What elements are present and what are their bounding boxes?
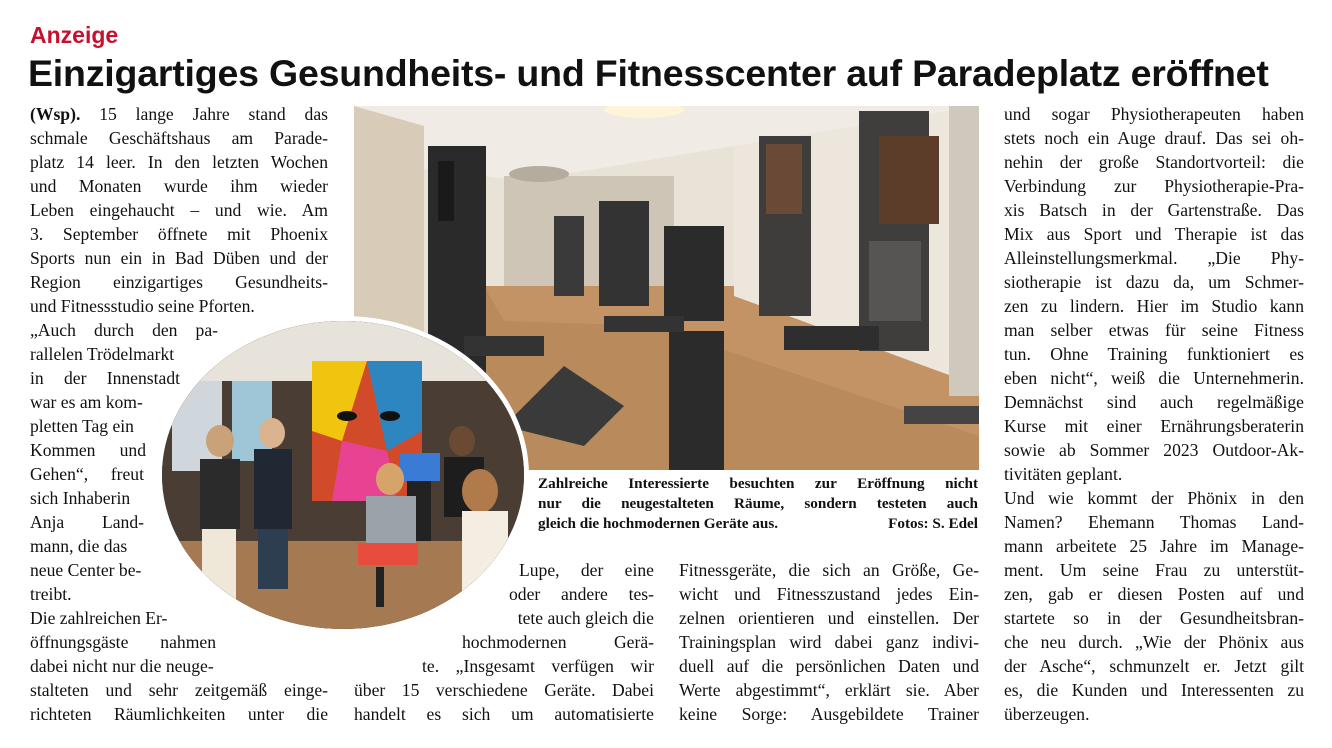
- headline: Einzigartiges Gesundheits- und Fitnesscenter auf Paradeplatz eröffnet: [28, 52, 1269, 94]
- text-line: in der Innenstadt: [30, 368, 180, 388]
- caption-line: Zahlreiche Interessierte besuchten zur Eröffnung nicht: [538, 475, 978, 492]
- text-line: und Fitnessstudio seine Pforten.: [30, 296, 255, 316]
- photo-credit: Fotos: S. Edel: [888, 515, 978, 532]
- text-line: xis Batsch in der Gartenstraße. Das: [1004, 200, 1304, 220]
- text-line: und sogar Physiotherapeuten haben: [1004, 104, 1304, 124]
- text-line: pletten Tag ein: [30, 416, 134, 436]
- text-line: über 15 verschiedene Geräte. Dabei: [354, 680, 654, 700]
- text-line: es, die Kunden und Interessenten zu: [1004, 680, 1304, 700]
- text-line: mann, die das: [30, 536, 128, 556]
- text-line: platz 14 leer. In den letzten Wochen: [30, 152, 328, 172]
- text-line: Werte abgestimmt“, erklärt sie. Aber: [679, 680, 979, 700]
- text-line: zen, gab er diesen Posten auf und: [1004, 584, 1304, 604]
- text-line: zelnen orientieren und einstellen. Der: [679, 608, 979, 628]
- text-line: dabei nicht nur die neuge-: [30, 656, 214, 676]
- text-line: überzeugen.: [1004, 704, 1090, 724]
- text-line: keine Sorge: Ausgebildete Trainer: [679, 704, 979, 724]
- text-line: Region einzigartiges Gesundheits-: [30, 272, 328, 292]
- text-line: che neu durch. „Wie der Phönix aus: [1004, 632, 1304, 652]
- text-line: neue Center be-: [30, 560, 142, 580]
- text-line: richteten Räumlichkeiten unter die: [30, 704, 328, 724]
- text-line: eben nicht“, weiß die Unternehmerin.: [1004, 368, 1304, 388]
- text-line: stalteten und sehr zeitgemäß einge-: [30, 680, 328, 700]
- text-line: oder andere tes-: [509, 584, 654, 604]
- text-line: handelt es sich um automatisierte: [354, 704, 654, 724]
- text-line: tete auch gleich die: [517, 608, 654, 628]
- text-line: der Asche“, schmunzelt er. Jetzt gilt: [1004, 656, 1304, 676]
- text-line: Sports nun ein in Bad Düben und der: [30, 248, 328, 268]
- text-line: mann arbeitete 25 Jahre im Manage-: [1004, 536, 1304, 556]
- text-line: [30, 102, 328, 126]
- text-line: Lupe, der eine: [519, 560, 654, 580]
- text-line: wicht und Fitnesszustand jedes Ein-: [679, 584, 979, 604]
- text-line: öffnungsgäste nahmen: [30, 632, 216, 652]
- text-line: nehin der große Standortvorteil: die: [1004, 152, 1304, 172]
- text-line: Und wie kommt der Phönix in den: [1004, 488, 1304, 508]
- text-line: Leben eingehaucht – und wie. Am: [30, 200, 328, 220]
- text-line: stets noch ein Auge drauf. Das sei oh-: [1004, 128, 1304, 148]
- ad-label: Anzeige: [30, 22, 119, 48]
- text-line: und Monaten wurde ihm wieder: [30, 176, 328, 196]
- text-line: tivitäten geplant.: [1004, 464, 1123, 484]
- text-line: Alleinstellungsmerkmal. „Die Phy-: [1004, 248, 1304, 268]
- caption-text: gleich die hochmodernen Geräte aus.: [538, 515, 779, 532]
- text-line: Namen? Ehemann Thomas Land-: [1004, 512, 1304, 532]
- text-line: Demnächst sind auch regelmäßige: [1004, 392, 1304, 412]
- opening-guests-photo: [157, 316, 529, 634]
- text-line: Kurse mit einer Ernährungsberaterin: [1004, 416, 1304, 436]
- text-line-content: 15 lange Jahre stand das: [99, 104, 328, 124]
- text-line: ment. Um seine Frau zu unterstüt-: [1004, 560, 1304, 580]
- caption-line: nur die neugestalteten Räume, sondern testeten auch: [538, 495, 978, 512]
- text-line: te. „Insgesamt verfügen wir: [422, 656, 654, 676]
- text-line: Gehen“, freut: [30, 464, 144, 484]
- text-line: man selber etwas für seine Fitness: [1004, 320, 1304, 340]
- text-line: Trainingsplan wird dabei ganz indivi-: [679, 632, 979, 652]
- text-line: war es am kom-: [30, 392, 143, 412]
- text-line: Anja Land-: [30, 512, 144, 532]
- text-line: Kommen und: [30, 440, 146, 460]
- text-line: „Auch durch den pa-: [30, 320, 218, 340]
- text-line: tun. Ohne Training funktioniert es: [1004, 344, 1304, 364]
- text-line: rallelen Trödelmarkt: [30, 344, 175, 364]
- byline: (Wsp).: [30, 104, 81, 124]
- text-line: 3. September öffnete mit Phoenix: [30, 224, 328, 244]
- text-line: duell auf die persönlichen Daten und: [679, 656, 979, 676]
- caption-line: [538, 514, 978, 533]
- text-line: Die zahlreichen Er-: [30, 608, 168, 628]
- text-line: treibt.: [30, 584, 72, 604]
- text-line: hochmodernen Gerä-: [462, 632, 654, 652]
- text-line: sowie ab Sommer 2023 Outdoor-Ak-: [1004, 440, 1304, 460]
- text-line: Verbindung zur Physiotherapie-Pra-: [1004, 176, 1304, 196]
- text-line: siotherapie ist dazu da, um Schmer-: [1004, 272, 1304, 292]
- text-line: Mix aus Sport und Therapie ist das: [1004, 224, 1304, 244]
- text-line: startete so in der Gesundheitsbran-: [1004, 608, 1304, 628]
- text-line: schmale Geschäftshaus am Parade-: [30, 128, 328, 148]
- text-line: Fitnessgeräte, die sich an Größe, Ge-: [679, 560, 979, 580]
- text-line: zen zu lindern. Hier im Studio kann: [1004, 296, 1304, 316]
- text-line: sich Inhaberin: [30, 488, 131, 508]
